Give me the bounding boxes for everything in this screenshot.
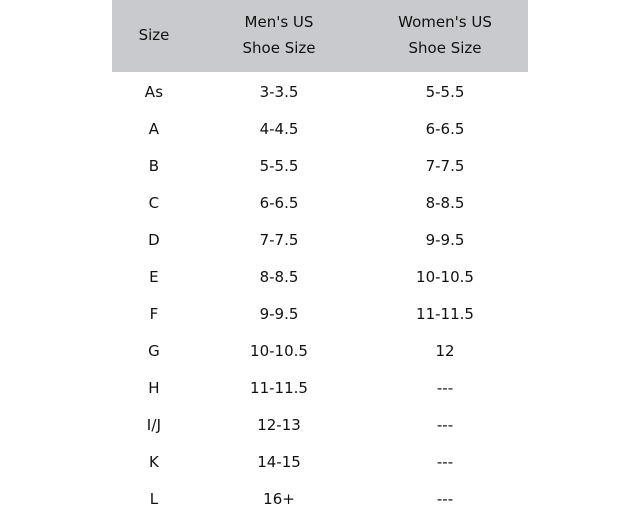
cell-size: K (112, 444, 196, 481)
table-row (112, 185, 528, 222)
cell-size: F (112, 296, 196, 333)
cell-womens: 9-9.5 (362, 222, 528, 259)
cell-size: As (112, 72, 196, 111)
cell-size: I/J (112, 407, 196, 444)
cell-mens: 16+ (196, 481, 362, 518)
table-row (112, 407, 528, 444)
cell-size: A (112, 111, 196, 148)
column-header-womens (362, 0, 528, 72)
table-row (112, 333, 528, 370)
cell-mens: 8-8.5 (196, 259, 362, 296)
cell-mens: 6-6.5 (196, 185, 362, 222)
table-row (112, 370, 528, 407)
cell-womens: 7-7.5 (362, 148, 528, 185)
table-row (112, 259, 528, 296)
column-header-mens-line2: Shoe Size (242, 39, 316, 57)
table-row (112, 444, 528, 481)
table-header-row (112, 0, 528, 72)
cell-mens: 9-9.5 (196, 296, 362, 333)
cell-size: E (112, 259, 196, 296)
shoe-size-table (112, 0, 528, 518)
cell-size: H (112, 370, 196, 407)
cell-mens: 7-7.5 (196, 222, 362, 259)
cell-womens: 6-6.5 (362, 111, 528, 148)
table-row (112, 481, 528, 518)
cell-womens: --- (362, 370, 528, 407)
cell-womens: 10-10.5 (362, 259, 528, 296)
cell-size: D (112, 222, 196, 259)
column-header-mens (196, 0, 362, 72)
cell-womens: --- (362, 407, 528, 444)
cell-womens: 12 (362, 333, 528, 370)
cell-mens: 3-3.5 (196, 72, 362, 111)
cell-size: L (112, 481, 196, 518)
table-row (112, 222, 528, 259)
table-row (112, 111, 528, 148)
cell-mens: 12-13 (196, 407, 362, 444)
column-header-mens-line1: Men's US (244, 13, 314, 31)
cell-size: G (112, 333, 196, 370)
table-row (112, 148, 528, 185)
cell-womens: --- (362, 481, 528, 518)
cell-mens: 4-4.5 (196, 111, 362, 148)
cell-womens: --- (362, 444, 528, 481)
table-body (112, 72, 528, 518)
column-header-womens-line1: Women's US (398, 13, 492, 31)
cell-womens: 8-8.5 (362, 185, 528, 222)
cell-mens: 14-15 (196, 444, 362, 481)
cell-mens: 10-10.5 (196, 333, 362, 370)
table-header (112, 0, 528, 72)
column-header-size (112, 0, 196, 72)
cell-mens: 5-5.5 (196, 148, 362, 185)
cell-size: B (112, 148, 196, 185)
cell-size: C (112, 185, 196, 222)
column-header-womens-line2: Shoe Size (408, 39, 482, 57)
table-row (112, 72, 528, 111)
table-row (112, 296, 528, 333)
cell-womens: 5-5.5 (362, 72, 528, 111)
cell-mens: 11-11.5 (196, 370, 362, 407)
cell-womens: 11-11.5 (362, 296, 528, 333)
column-header-size-line1: Size (138, 26, 170, 44)
